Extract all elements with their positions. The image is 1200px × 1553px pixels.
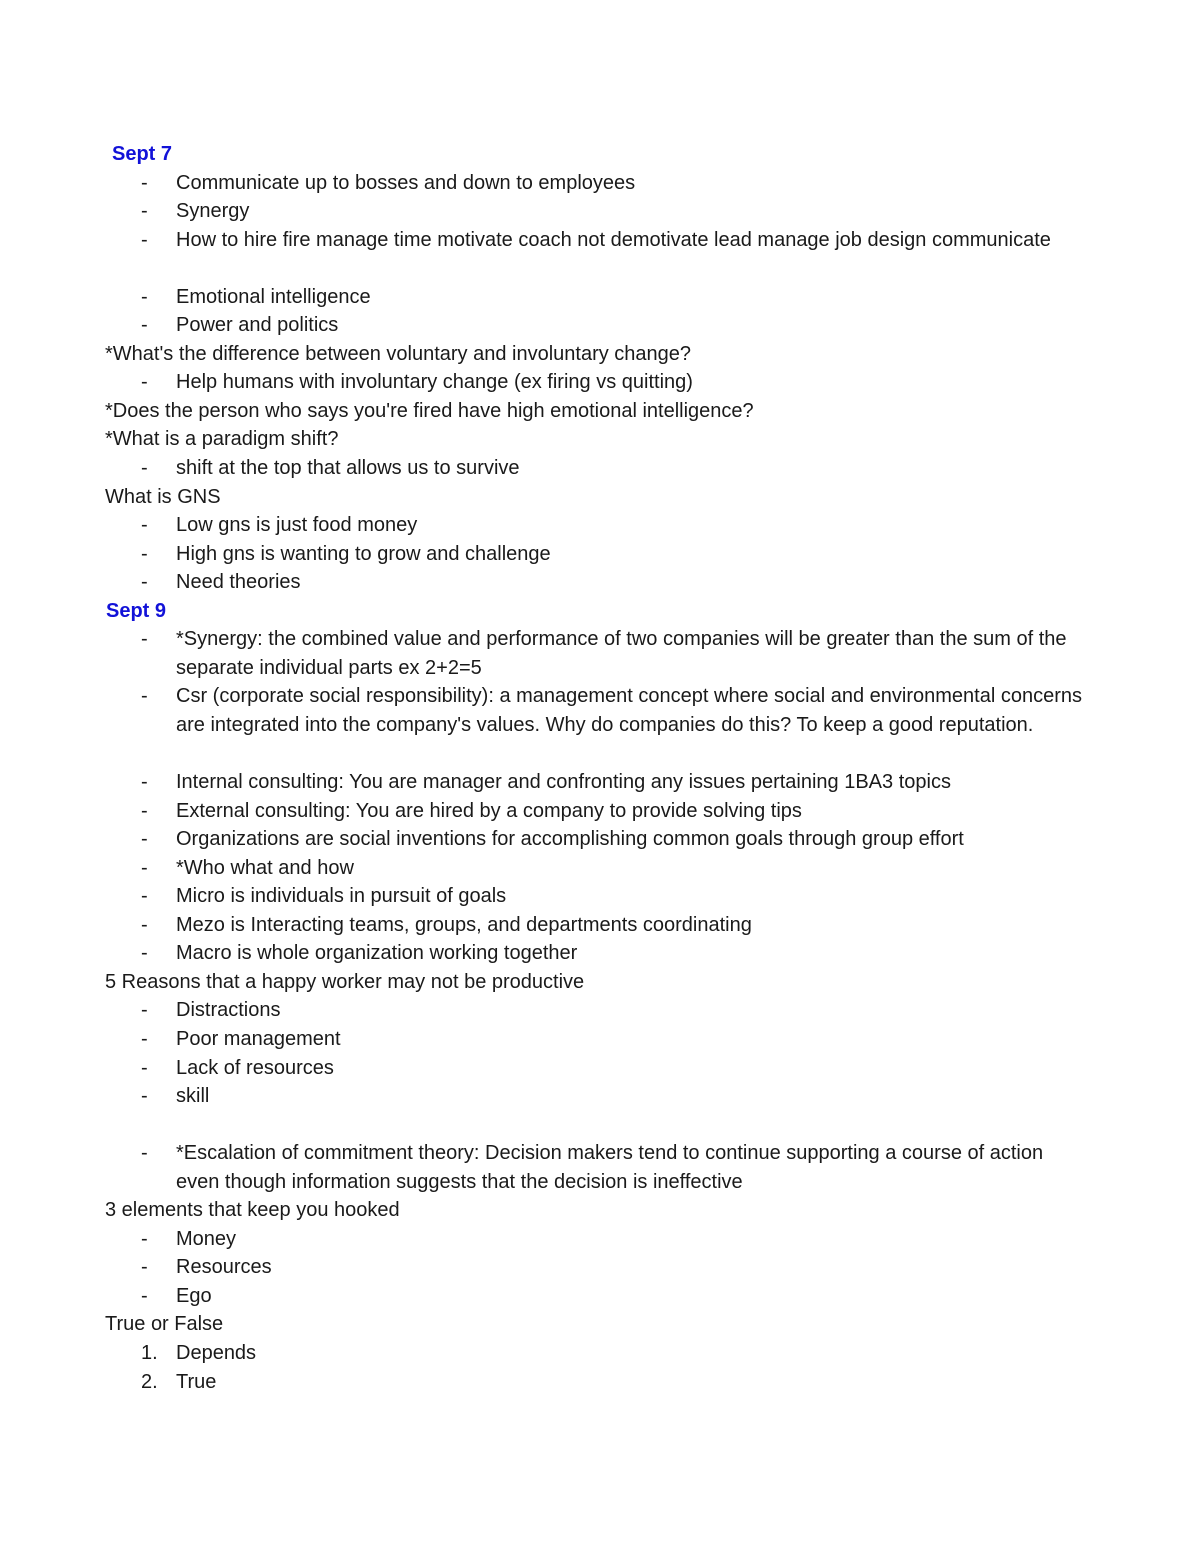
- bullet-item: [0, 1054, 1200, 1083]
- bullet-text: External consulting: You are hired by a company to provide solving tips: [176, 799, 802, 822]
- bullet-text: Communicate up to bosses and down to employees: [176, 171, 636, 194]
- bullet-dash: -: [141, 685, 148, 708]
- bullet-dash: -: [141, 1142, 148, 1165]
- bullet-dash: -: [141, 285, 148, 308]
- bullet-dash: -: [141, 1227, 148, 1250]
- blank-line: [0, 1111, 1200, 1140]
- bullet-item: [0, 1282, 1200, 1311]
- bullet-text: How to hire fire manage time motivate coach not demotivate lead manage job design communicate: [176, 228, 1051, 251]
- bullet-dash: -: [141, 1284, 148, 1307]
- bullet-item: [0, 882, 1200, 911]
- bullet-item: [0, 568, 1200, 597]
- bullet-dash: -: [141, 371, 148, 394]
- bullet-text: Internal consulting: You are manager and confronting any issues pertaining 1BA3 topics: [176, 771, 951, 794]
- bullet-item: [0, 939, 1200, 968]
- question-line: *What is a paradigm shift?: [105, 428, 339, 451]
- bullet-item: [0, 682, 1200, 768]
- bullet-item: [0, 454, 1200, 483]
- bullet-item: [0, 825, 1200, 854]
- bullet-item: [0, 1025, 1200, 1054]
- bullet-dash: -: [141, 999, 148, 1022]
- bullet-item: [0, 1139, 1200, 1196]
- bullet-dash: -: [141, 799, 148, 822]
- bullet-text: Need theories: [176, 571, 301, 594]
- bullet-item: [0, 625, 1200, 682]
- bullet-item: [0, 169, 1200, 198]
- bullet-text: *Who what and how: [176, 856, 354, 879]
- numbered-text: True: [176, 1370, 217, 1393]
- bullet-text: Money: [176, 1227, 237, 1250]
- bullet-item: [0, 226, 1200, 283]
- bullet-text: *Synergy: the combined value and performance of two companies will be greater than the sum of the separate individual parts ex 2+2=5: [176, 628, 1067, 679]
- bullet-text: Csr (corporate social responsibility): a management concept where social and environmental concerns are integrated into the company's values. Why do companies do this? To keep a good reputation.: [176, 685, 1082, 736]
- bullet-text: Synergy: [176, 200, 250, 223]
- bullet-item: [0, 511, 1200, 540]
- bullet-item: [0, 854, 1200, 883]
- bullet-text: *Escalation of commitment theory: Decision makers tend to continue supporting a course of action even though information suggests that the decision is ineffective: [176, 1142, 1044, 1193]
- bullet-dash: -: [141, 628, 148, 651]
- bullet-dash: -: [141, 913, 148, 936]
- numbered-item: [0, 1339, 1200, 1368]
- question-line: *Does the person who says you're fired have high emotional intelligence?: [105, 399, 754, 422]
- bullet-dash: -: [141, 314, 148, 337]
- bullet-dash: -: [141, 514, 148, 537]
- bullet-dash: -: [141, 200, 148, 223]
- bullet-dash: -: [141, 1027, 148, 1050]
- bullet-text: Low gns is just food money: [176, 514, 418, 537]
- bullet-dash: -: [141, 828, 148, 851]
- bullet-text: shift at the top that allows us to survive: [176, 457, 520, 480]
- bullet-item: [0, 797, 1200, 826]
- section-heading: Sept 9: [106, 599, 167, 622]
- bullet-dash: -: [141, 771, 148, 794]
- bullet-text: Ego: [176, 1284, 212, 1307]
- bullet-text: Macro is whole organization working together: [176, 942, 578, 965]
- bullet-dash: -: [141, 885, 148, 908]
- list-number: 2.: [141, 1370, 158, 1393]
- bullet-item: [0, 1253, 1200, 1282]
- bullet-dash: -: [141, 1085, 148, 1108]
- bullet-item: [0, 1225, 1200, 1254]
- bullet-text: Poor management: [176, 1027, 341, 1050]
- bullet-dash: -: [141, 1056, 148, 1079]
- question-line: *What's the difference between voluntary and involuntary change?: [105, 342, 692, 365]
- section-heading: Sept 7: [112, 143, 173, 165]
- bullet-text: Distractions: [176, 999, 281, 1022]
- question-line: 5 Reasons that a happy worker may not be productive: [105, 970, 585, 993]
- numbered-item: [0, 1368, 1200, 1397]
- bullet-dash: -: [141, 571, 148, 594]
- bullet-text: Lack of resources: [176, 1056, 334, 1079]
- bullet-text: Mezo is Interacting teams, groups, and departments coordinating: [176, 913, 752, 936]
- numbered-text: Depends: [176, 1341, 257, 1364]
- bullet-item: [0, 996, 1200, 1025]
- bullet-item: [0, 197, 1200, 226]
- list-number: 1.: [141, 1341, 158, 1364]
- document-body: [0, 140, 1200, 1396]
- bullet-item: [0, 368, 1200, 397]
- bullet-text: Emotional intelligence: [176, 285, 371, 308]
- bullet-text: Power and politics: [176, 314, 339, 337]
- bullet-text: Resources: [176, 1256, 272, 1279]
- bullet-item: [0, 1082, 1200, 1111]
- question-line: True or False: [105, 1313, 224, 1336]
- bullet-text: Micro is individuals in pursuit of goals: [176, 885, 507, 908]
- bullet-item: [0, 283, 1200, 312]
- bullet-item: [0, 311, 1200, 340]
- bullet-text: skill: [176, 1085, 210, 1108]
- bullet-text: High gns is wanting to grow and challenge: [176, 542, 551, 565]
- bullet-dash: -: [141, 1256, 148, 1279]
- bullet-dash: -: [141, 228, 148, 251]
- bullet-text: Organizations are social inventions for accomplishing common goals through group effort: [176, 828, 964, 851]
- question-line: What is GNS: [105, 485, 221, 508]
- question-line: 3 elements that keep you hooked: [105, 1199, 400, 1222]
- bullet-item: [0, 540, 1200, 569]
- bullet-item: [0, 911, 1200, 940]
- bullet-dash: -: [141, 942, 148, 965]
- bullet-item: [0, 768, 1200, 797]
- bullet-dash: -: [141, 542, 148, 565]
- bullet-dash: -: [141, 856, 148, 879]
- bullet-dash: -: [141, 457, 148, 480]
- bullet-dash: -: [141, 171, 148, 194]
- bullet-text: Help humans with involuntary change (ex firing vs quitting): [176, 371, 693, 394]
